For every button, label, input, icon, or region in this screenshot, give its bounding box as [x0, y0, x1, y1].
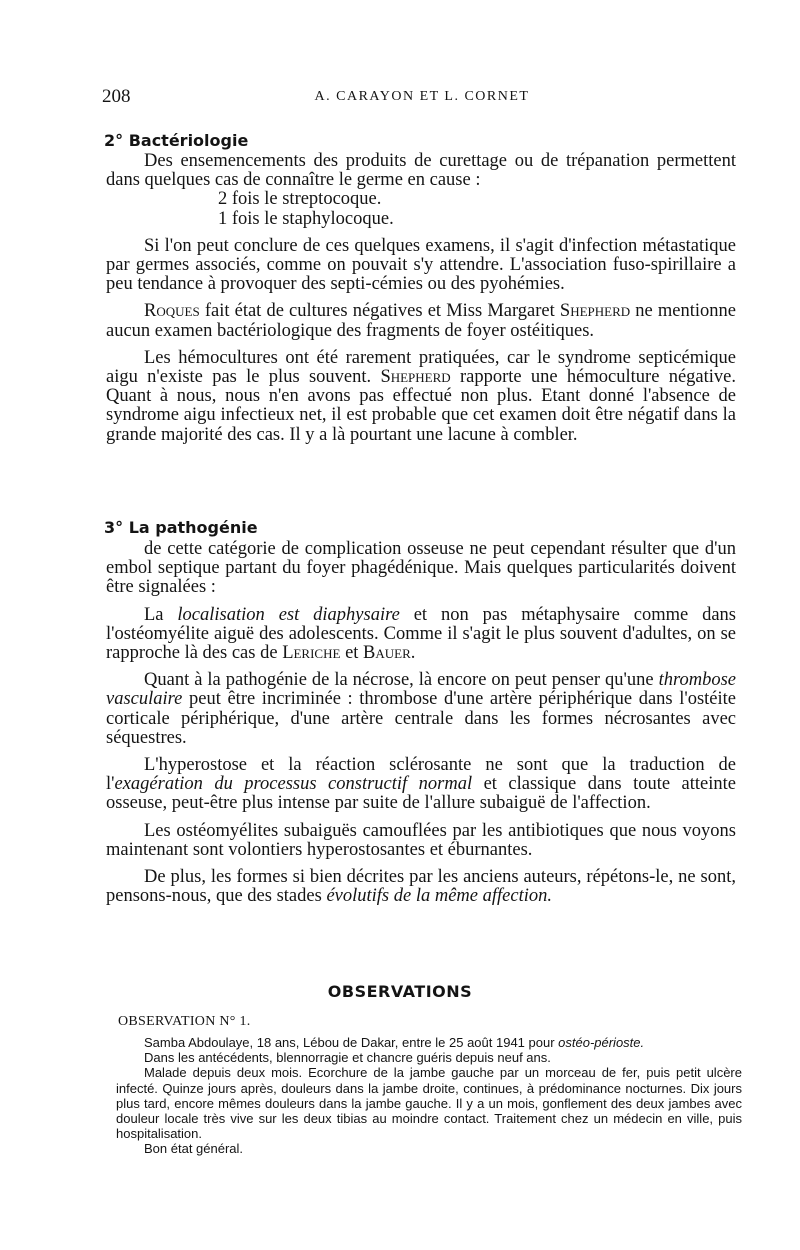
text-run: et [340, 643, 364, 664]
paragraph [106, 756, 736, 814]
text-run: De plus, les formes si bien décrites par les anciens auteurs, répétons-le, ne sont, pensons-nous, que des stades [106, 867, 736, 907]
text-run: rapporte une hémoculture négative. Quant à nous, nous n'en avons pas effectué non plus. Etant donné l'absence de syndrome aigu infectieux net, il est probable que cet examen doit être négatif dans la grande majorité des cas. Il y a là pourtant une lacune à combler. [106, 367, 736, 445]
paragraph [106, 606, 736, 664]
page-header [102, 86, 742, 112]
paragraph [106, 349, 736, 445]
paragraph [106, 671, 736, 748]
observation-body [116, 1035, 742, 1157]
paragraph [116, 1035, 742, 1050]
emphasis: évolutifs de la même affection. [326, 886, 552, 907]
text-run: peut être incriminée : thrombose d'une artère périphérique dans l'ostéite corticale périphérique, d'une artère centrale dans les formes nécrosantes avec séquestres. [106, 689, 736, 748]
paragraph: Bon état général. [144, 1141, 244, 1157]
author-name: Bauer [363, 643, 411, 664]
paragraph [106, 868, 736, 906]
paragraph: Des ensemencements des produits de curettage ou de trépanation permettent dans quelques cas de connaître le germe en cause : [106, 151, 736, 191]
page-number: 208 [102, 86, 131, 107]
author-name: Shepherd [559, 301, 631, 322]
paragraph: Malade depuis deux mois. Ecorchure de la jambe gauche par un morceau de fer, puis petit ulcère infecté. Quinze jours après, douleurs dans la jambe droite, continues, à prédominance nocturnes. Dix jours plus tard, encore mêmes douleurs dans la jambe gauche. Il y a un mois, gonflement des deux jambes avec douleur locale très vive sur les deux tibias au moindre contact. Traitement chez un médecin en ville, puis hospitalisation. [116, 1065, 742, 1142]
observation-label: OBSERVATION N° 1. [118, 1014, 251, 1029]
running-head: A. CARAYON ET L. CORNET [314, 89, 530, 104]
text-run: L'hyperostose et la réaction sclérosante ne sont que la traduction de l' [106, 755, 736, 795]
section-heading-pathogenie: 3° La pathogénie [104, 518, 258, 537]
paragraph: de cette catégorie de complication osseuse ne peut cependant résulter que d'un embol septique partant du foyer phagédénique. Mais quelques particularités doivent être signalées : [106, 539, 736, 598]
section-pathogenie-body [106, 540, 736, 906]
emphasis: ostéo-périoste. [558, 1035, 645, 1050]
list-item: 1 fois le staphylocoque. [218, 208, 394, 229]
paragraph: Si l'on peut conclure de ces quelques examens, il s'agit d'infection métastatique par germes associés, comme on pouvait s'y attendre. L'association fuso-spirillaire a peu tendance à provoquer des septi-cémies ou des pyohémies. [106, 235, 736, 295]
text-run: Samba Abdoulaye, 18 ans, Lébou de Dakar, entre le 25 août 1941 pour [144, 1035, 559, 1050]
paragraph [106, 302, 736, 340]
text-run: ne mentionne aucun examen bactériologique des fragments de foyer ostéitiques. [106, 301, 736, 341]
text-run: La [144, 604, 178, 625]
text-run: Les hémocultures ont été rarement pratiquées, car le syndrome septicémique aigu n'existe pas le plus souvent. [106, 347, 736, 388]
author-name: Shepherd [380, 367, 451, 388]
section-bacteriologie-body [106, 152, 736, 445]
emphasis: thrombose vasculaire [106, 670, 736, 710]
paragraph: Les ostéomyélites subaiguës camouflées par les antibiotiques que nous voyons maintenant sont volontiers hyperostosantes et éburnantes. [106, 820, 736, 860]
list-item: 2 fois le streptocoque. [218, 189, 382, 210]
text-run: fait état de cultures négatives et Miss Margaret [199, 301, 560, 322]
author-name: Leriche [282, 643, 341, 664]
emphasis: exagération du processus constructif normal [114, 774, 473, 795]
observations-heading: OBSERVATIONS [327, 982, 473, 1001]
text-run: et classique dans toute atteinte osseuse, peut-être plus intense par suite de l'allure subaiguë de l'affection. [106, 774, 736, 814]
paragraph: Dans les antécédents, blennorragie et chancre guéris depuis neuf ans. [144, 1050, 551, 1066]
author-name: Roques [144, 301, 200, 322]
text-run: . [410, 643, 416, 664]
section-heading-bacteriologie: 2° Bactériologie [104, 131, 249, 150]
text-run: et non pas métaphysaire comme dans l'ostéomyélite aiguë des adolescents. Comme il s'agit le plus souvent d'adultes, on se rapproche là des cas de [106, 604, 736, 664]
emphasis: localisation est diaphysaire [177, 604, 400, 625]
text-run: Quant à la pathogénie de la nécrose, là encore on peut penser qu'une [144, 670, 659, 691]
